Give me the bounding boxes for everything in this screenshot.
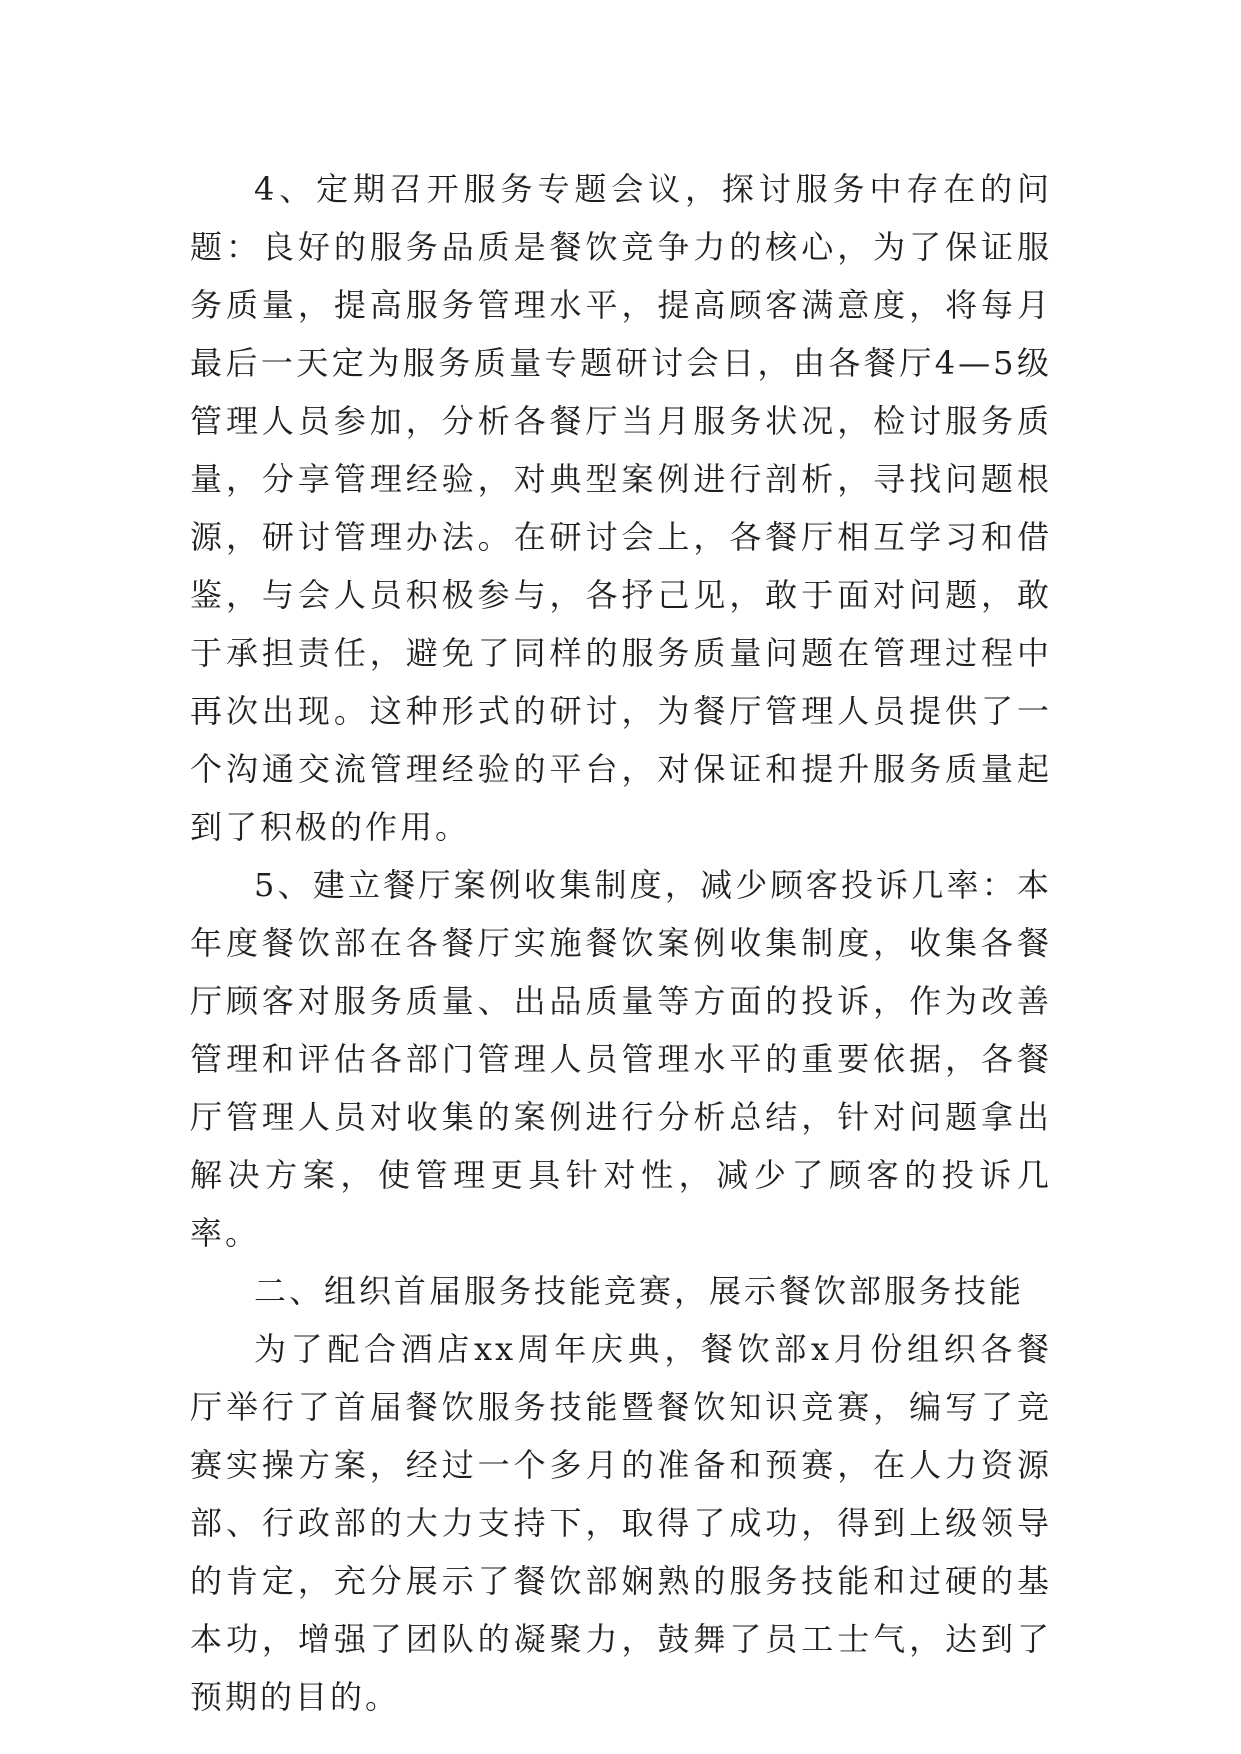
paragraph-case-collection: 5、建立餐厅案例收集制度，减少顾客投诉几率：本年度餐饮部在各餐厅实施餐饮案例收集制度，收集各餐厅顾客对服务质量、出品质量等方面的投诉，作为改善管理和评估各部门管理人员管理水平的重要依据，各餐厅管理人员对收集的案例进行分析总结，针对问题拿出解决方案，使管理更具针对性，减少了顾客的投诉几率。: [190, 866, 1052, 1252]
document-page: [190, 160, 1052, 1726]
paragraph-competition-details: 为了配合酒店xx周年庆典，餐饮部x月份组织各餐厅举行了首届餐饮服务技能暨餐饮知识竞赛，编写了竞赛实操方案，经过一个多月的准备和预赛，在人力资源部、行政部的大力支持下，取得了成功，得到上级领导的肯定，充分展示了餐饮部娴熟的服务技能和过硬的基本功，增强了团队的凝聚力，鼓舞了员工士气，达到了预期的目的。: [190, 1330, 1052, 1716]
section-heading-skills-competition: 二、组织首届服务技能竞赛，展示餐饮部服务技能: [254, 1272, 1025, 1310]
paragraph-service-meeting: 4、定期召开服务专题会议，探讨服务中存在的问题：良好的服务品质是餐饮竞争力的核心，为了保证服务质量，提高服务管理水平，提高顾客满意度，将每月最后一天定为服务质量专题研讨会日，由各餐厅4—5级管理人员参加，分析各餐厅当月服务状况，检讨服务质量，分享管理经验，对典型案例进行剖析，寻找问题根源，研讨管理办法。在研讨会上，各餐厅相互学习和借鉴，与会人员积极参与，各抒己见，敢于面对问题，敢于承担责任，避免了同样的服务质量问题在管理过程中再次出现。这种形式的研讨，为餐厅管理人员提供了一个沟通交流管理经验的平台，对保证和提升服务质量起到了积极的作用。: [190, 170, 1052, 846]
